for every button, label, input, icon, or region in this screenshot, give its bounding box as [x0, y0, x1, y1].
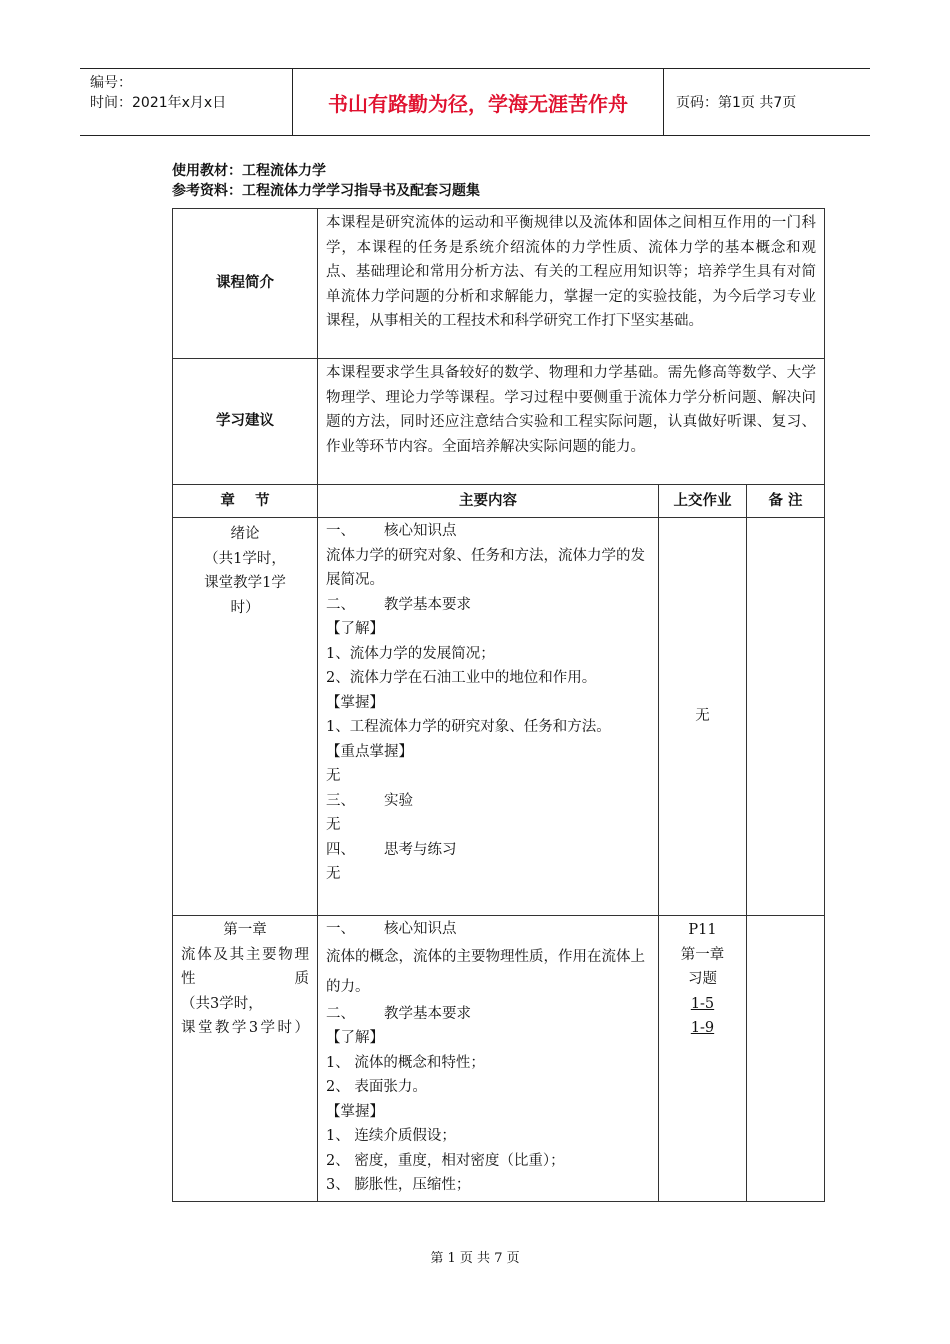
- chapter-line: 时）: [230, 599, 260, 616]
- chapter-cell: [173, 518, 318, 916]
- time-label: 时间：2021年x月x日: [90, 95, 227, 111]
- col-homework: 上交作业: [659, 485, 747, 518]
- content-line: 1、 连续介质假设；: [326, 1128, 456, 1144]
- content-line: 【掌握】: [326, 1103, 384, 1120]
- chapter-line: 课堂教学3学时）: [181, 1020, 309, 1036]
- advice-row: [173, 359, 825, 485]
- content-line: 无: [326, 817, 341, 833]
- chapter-line: 流体及其主要物理性质: [181, 946, 309, 987]
- content-line: 2、流体力学在石油工业中的地位和作用。: [326, 670, 597, 686]
- notes-cell: [747, 518, 825, 916]
- content-line: 流体的概念，流体的主要物理性质，作用在流体上的力。: [326, 948, 645, 995]
- intro-text: 本课程是研究流体的运动和平衡规律以及流体和固体之间相互作用的一门科学，本课程的任务是系统介绍流体的力学性质、流体力学的基本概念和观点、基础理论和常用分析方法、有关的工程应用知识等；培养学生具有对简单流体力学问题的分析和求解能力，掌握一定的实验技能，为今后学习专业课程，从事相关的工程技术和科学研究工作打下坚实基础。: [318, 209, 825, 359]
- content-line: 2、 表面张力。: [326, 1079, 427, 1095]
- chapter-line: 第一章: [223, 922, 267, 938]
- homework-line: 无: [695, 708, 710, 725]
- content-line: 1、流体力学的发展简况；: [326, 645, 495, 662]
- content-line: 1、 流体的概念和特性；: [326, 1054, 485, 1071]
- textbook-line: 使用教材：工程流体力学: [172, 163, 326, 179]
- content-cell: [318, 916, 659, 1202]
- content-line: 【重点掌握】: [326, 743, 413, 760]
- chapter-line: （共1学时，: [204, 550, 286, 567]
- content-line: 1、工程流体力学的研究对象、任务和方法。: [326, 719, 611, 735]
- number-label: 编号：: [90, 75, 132, 91]
- table-row: [173, 916, 825, 1202]
- homework-line: P11: [688, 922, 717, 938]
- content-line: 2、 密度，重度，相对密度（比重）；: [326, 1152, 565, 1169]
- content-line: 二、 教学基本要求: [326, 1005, 471, 1022]
- content-line: 无: [326, 768, 341, 784]
- header-page-info: 页码：第1页 共7页: [664, 69, 871, 136]
- page-header: [80, 68, 870, 136]
- chapter-cell: [173, 916, 318, 1202]
- exercise-link[interactable]: 1-9: [690, 1020, 715, 1036]
- chapter-line: 课堂教学1学: [204, 575, 286, 591]
- content-line: 无: [326, 866, 341, 882]
- homework-line: 习题: [688, 971, 717, 987]
- column-header-row: [173, 485, 825, 518]
- content-line: 四、 思考与练习: [326, 841, 457, 858]
- reference-line: 参考资料：工程流体力学学习指导书及配套习题集: [172, 183, 480, 199]
- content-line: 一、 核心知识点: [326, 523, 457, 539]
- header-motto: 书山有路勤为径，学海无涯苦作舟: [293, 69, 664, 136]
- exercise-link[interactable]: 1-5: [690, 995, 715, 1012]
- content-line: 【了解】: [326, 621, 384, 637]
- page-footer: 第 1 页 共 7 页: [430, 1251, 520, 1266]
- content-line: 3、 膨胀性，压缩性；: [326, 1177, 471, 1193]
- content-line: 流体力学的研究对象、任务和方法，流体力学的发展简况。: [326, 547, 645, 588]
- intro-label: 课程简介: [173, 209, 318, 359]
- homework-cell: [659, 916, 747, 1202]
- content-line: 三、 实验: [326, 792, 413, 809]
- notes-cell: [747, 916, 825, 1202]
- content-line: 二、 教学基本要求: [326, 596, 471, 613]
- table-row: [173, 518, 825, 916]
- content-line: 【了解】: [326, 1030, 384, 1046]
- advice-label: 学习建议: [173, 359, 318, 485]
- header-left: [80, 69, 293, 136]
- content-line: 【掌握】: [326, 694, 384, 711]
- content-cell: [318, 518, 659, 916]
- homework-line: 第一章: [680, 946, 725, 963]
- col-content: 主要内容: [318, 485, 659, 518]
- homework-cell: [659, 518, 747, 916]
- col-notes: 备 注: [747, 485, 825, 518]
- content-line: 一、 核心知识点: [326, 921, 457, 937]
- chapter-line: （共3学时，: [181, 995, 263, 1012]
- intro-row: [173, 209, 825, 359]
- advice-text: 本课程要求学生具备较好的数学、物理和力学基础。需先修高等数学、大学物理学、理论力学等课程。学习过程中要侧重于流体力学分析问题、解决问题的方法，同时还应注意结合实验和工程实际问题，认真做好听课、复习、作业等环节内容。全面培养解决实际问题的能力。: [318, 359, 825, 485]
- col-chapter: 章 节: [173, 485, 318, 518]
- course-table: [172, 208, 825, 1202]
- chapter-line: 绪论: [230, 526, 260, 542]
